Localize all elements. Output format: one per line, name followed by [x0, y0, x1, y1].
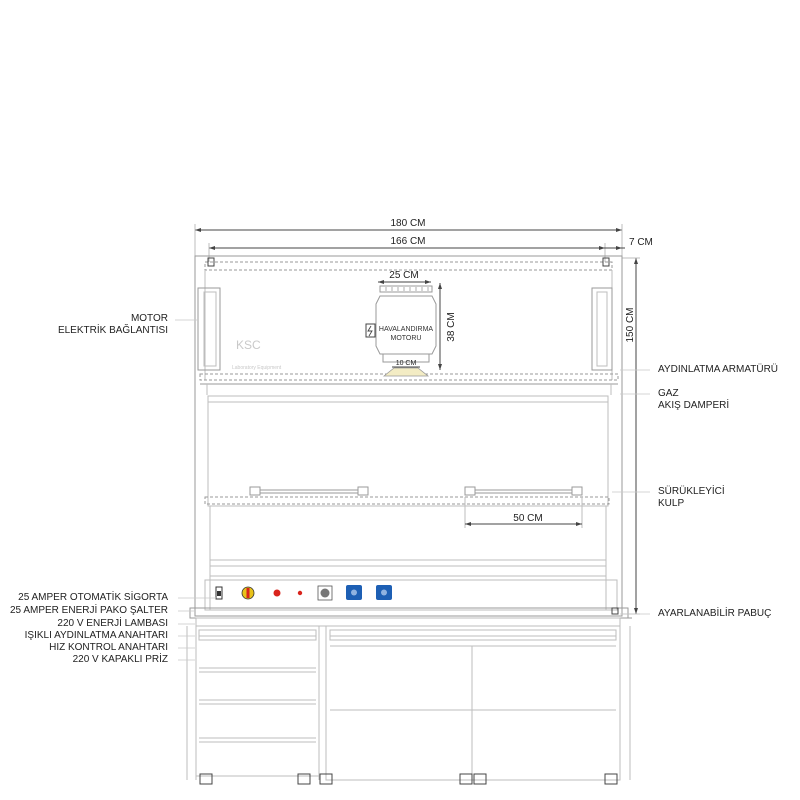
- logo-text: KSC: [236, 338, 261, 352]
- callout-damper-line2: AKIŞ DAMPERİ: [658, 400, 730, 411]
- adjustable-foot-6: [605, 774, 617, 784]
- left-side-panel: [198, 288, 220, 370]
- adjustable-foot-5: [474, 774, 486, 784]
- control-panel: [205, 580, 617, 610]
- motor-label-2: MOTORU: [390, 335, 422, 342]
- dim-total-width: 180 CM: [390, 218, 426, 229]
- power-lamp-icon: [274, 590, 281, 597]
- bench: [187, 608, 632, 784]
- right-handle: [465, 487, 582, 495]
- speed-control-icon: [321, 589, 330, 598]
- callout-handle-line2: KULP: [658, 498, 685, 509]
- right-side-panel: [592, 288, 612, 370]
- ksc-logo: [232, 338, 282, 371]
- motor-callout-line1: MOTOR: [130, 313, 168, 324]
- dim-lamp-gap: 10 CM: [395, 360, 417, 367]
- left-handle: [250, 487, 368, 495]
- sash-area: [205, 396, 609, 610]
- dim-handle-length: 50 CM: [513, 513, 543, 524]
- dim-side-depth: 7 CM: [629, 237, 653, 248]
- dim-inner-width: 166 CM: [390, 236, 426, 247]
- callout-main-switch: 25 AMPER ENERJİ PAKO ŞALTER: [9, 605, 168, 616]
- callout-damper-line1: GAZ: [658, 388, 679, 399]
- logo-subtext: Laboratory Equipment: [232, 365, 282, 371]
- callout-light-switch: IŞIKLI AYDINLATMA ANAHTARI: [24, 630, 168, 641]
- motor-callout-line2: ELEKTRİK BAĞLANTISI: [57, 325, 168, 336]
- adjustable-foot-4: [460, 774, 472, 784]
- drawer-unit: [196, 626, 319, 776]
- callout-speed-control: HIZ KONTROL ANAHTARI: [49, 642, 168, 653]
- cabinet-unit: [326, 626, 620, 780]
- motor-label-1: HAVALANDIRMA: [378, 326, 434, 333]
- callout-power-lamp: 220 V ENERJİ LAMBASI: [57, 618, 168, 629]
- hood-top-section: [195, 256, 622, 616]
- electric-connection-icon: [366, 324, 375, 337]
- dim-motor-width: 25 CM: [389, 270, 419, 281]
- callout-lighting: AYDINLATMA ARMATÜRÜ: [658, 364, 779, 375]
- callout-foot: AYARLANABİLİR PABUÇ: [658, 608, 772, 619]
- dimension-166: [209, 236, 605, 262]
- ventilation-motor: [366, 270, 457, 376]
- callout-handle-line1: SÜRÜKLEYİCİ: [658, 486, 725, 497]
- light-switch-icon: [298, 591, 302, 595]
- callout-breaker: 25 AMPER OTOMATİK SİGORTA: [18, 592, 168, 603]
- dimension-7: [598, 237, 653, 250]
- callout-socket: 220 V KAPAKLI PRİZ: [72, 654, 168, 665]
- dim-total-height: 150 CM: [625, 307, 636, 343]
- dim-motor-height: 38 CM: [446, 312, 457, 342]
- lamp-icon: [384, 368, 428, 376]
- dimension-150: [622, 258, 640, 614]
